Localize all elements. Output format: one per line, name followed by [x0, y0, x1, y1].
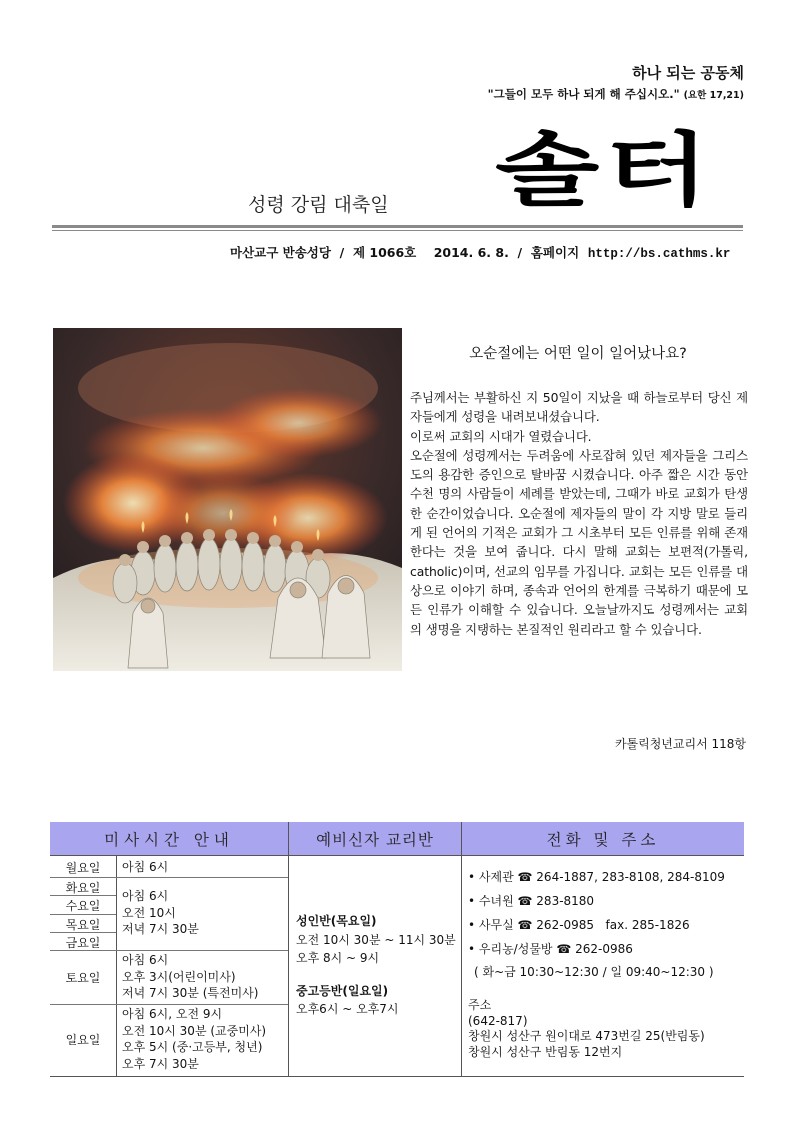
- motto-ref: (요한 17,21): [683, 90, 744, 101]
- article-title: 오순절에는 어떤 일이 일어났나요?: [469, 346, 687, 362]
- article-body: [410, 388, 748, 639]
- divider: [288, 822, 289, 1076]
- separator: /: [339, 245, 345, 260]
- contact-rectory: • 사제관 ☎ 264-1887, 283-8108, 284-8109: [468, 870, 725, 884]
- motto-quote: [488, 86, 744, 102]
- article-paragraph: 주님께서는 부활하신 지 50일이 지났을 때 하늘로부터 당신 제자들에게 성령을 내려보내셨습니다.: [410, 390, 748, 425]
- phone-icon: ☎: [517, 918, 533, 932]
- address-block: [468, 998, 705, 1060]
- address-line: 창원시 성산구 반림동 12번지: [468, 1044, 623, 1059]
- day-monday: 월요일: [65, 861, 101, 875]
- divider: [461, 822, 462, 1076]
- phone-icon: ☎: [556, 942, 572, 956]
- homepage-label: 홈페이지: [530, 245, 580, 260]
- article-paragraph: 오순절에 성령께서는 두려움에 사로잡혀 있던 제자들을 그리스도의 용감한 증인으로 탈바꿈 시켰습니다. 아주 짧은 시간 동안 수천 명의 사람들이 세례를 받았는데, 그때가 바로 교회가 탄생한 순간이었습니다. 오순절에 제자들의 말이 각 지방 말로 들리게 된 언어의 기적은 교회가 그 시초부터 모든 인류를 위해 존재한다는 것을 보여 줍니다. 다시 말해 교회는 보편적(가톨릭, catholic)이며, 선교의 임무를 가집니다. 교회는 모든 인류를 대상으로 이야기 하며, 종속과 언어의 한계를 극복하기 때문에 모든 인류가 이해할 수 있습니다. 오늘날까지도 성령께서는 교회의 생명을 지탱하는 본질적인 원리라고 할 수 있습니다.: [410, 447, 748, 637]
- header-contact: 전화 및 주소: [462, 822, 744, 855]
- header-catechism: 예비신자 교리반: [289, 822, 461, 855]
- weekday-mass-times: 아침 6시 오전 10시 저녁 7시 30분: [122, 889, 199, 936]
- adult-class-time: 오전 10시 30분 ~ 11시 30분: [296, 932, 456, 947]
- postal-code: (642-817): [468, 1013, 528, 1028]
- contact-store: • 우리농/성물방 ☎ 262-0986: [468, 942, 633, 956]
- office-hours: ( 화~금 10:30~12:30 / 일 09:40~12:30 ): [474, 965, 714, 979]
- issue-date: 2014. 6. 8.: [433, 245, 509, 260]
- contact-convent: • 수녀원 ☎ 283-8180: [468, 894, 595, 908]
- parish-name: 마산교구 반송성당: [230, 245, 331, 260]
- contact-office: • 사무실 ☎ 262-0985 fax. 285-1826: [468, 918, 690, 932]
- day-sunday: 일요일: [65, 1033, 101, 1047]
- motto-title: 하나 되는 공동체: [632, 64, 744, 82]
- homepage-link[interactable]: http://bs.cathms.kr: [587, 247, 731, 261]
- address-label: 주소: [468, 998, 492, 1012]
- day-saturday: 토요일: [65, 971, 101, 985]
- phone-icon: ☎: [517, 894, 533, 908]
- monday-mass-time: 아침 6시: [122, 860, 169, 874]
- sunday-mass-times: 아침 6시, 오전 9시 오전 10시 30분 (교중미사) 오후 5시 (중·고등부, 청년) 오후 7시 30분: [122, 1007, 267, 1071]
- divider: [116, 855, 117, 1076]
- pentecost-illustration: [53, 328, 402, 671]
- adult-class-title: 성인반(목요일): [296, 914, 377, 928]
- youth-class-title: 중고등반(일요일): [296, 983, 389, 998]
- pentecost-painting: [53, 328, 402, 671]
- motto-quote-text: "그들이 모두 하나 되게 해 주십시오.": [487, 87, 680, 101]
- saturday-mass-times: 아침 6시 오후 3시(어린이미사) 저녁 7시 30분 (특전미사): [122, 953, 259, 1000]
- article-paragraph: 이로써 교회의 시대가 열렸습니다.: [410, 428, 592, 444]
- catechism-info: [296, 912, 456, 1019]
- phone-icon: ☎: [517, 870, 533, 884]
- separator: /: [517, 245, 523, 260]
- day-friday: 금요일: [65, 936, 101, 950]
- day-thursday: 목요일: [65, 918, 101, 932]
- day-wednesday: 수요일: [65, 899, 101, 913]
- address-line: 창원시 성산구 원이대로 473번길 25(반림동): [468, 1029, 705, 1043]
- divider: [50, 877, 288, 878]
- schedule-table: [50, 822, 744, 1077]
- divider: [50, 855, 744, 856]
- header-mass-times: 미사시간 안내: [50, 822, 288, 855]
- header-rule-thick: [52, 225, 743, 228]
- issue-number: 제 1066호: [352, 245, 417, 260]
- divider: [50, 914, 116, 915]
- feast-title: 성령 강림 대축일: [248, 194, 389, 216]
- youth-class-time: 오후6시 ~ 오후7시: [296, 1002, 399, 1016]
- article-source: 카톨릭청년교리서 118항: [614, 737, 746, 751]
- header-rule-thin: [52, 230, 743, 231]
- publication-info: [230, 243, 730, 261]
- adult-class-time: 오후 8시 ~ 9시: [296, 951, 380, 965]
- day-tuesday: 화요일: [65, 881, 101, 895]
- divider: [50, 1004, 288, 1005]
- bulletin-logo: 솔터: [495, 123, 715, 217]
